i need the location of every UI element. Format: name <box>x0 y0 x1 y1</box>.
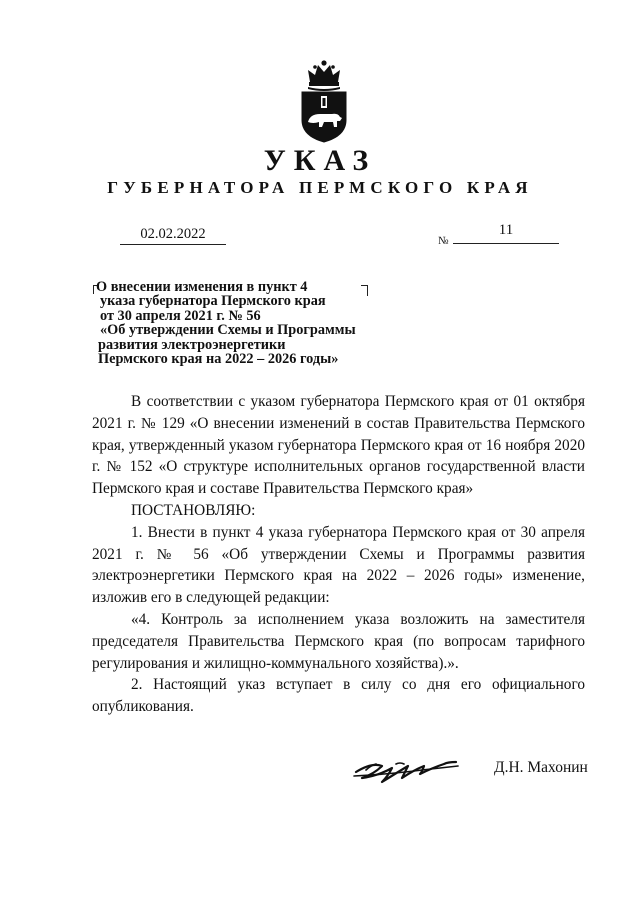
heading-line: указа губернатора Пермского края <box>100 293 326 310</box>
paragraph-new-item-4: «4. Контроль за исполнением указа возложить на заместителя председателя Правительства Пермского края (по вопросам тарифного регулирования и жилищно-коммунального хозяйства).». <box>92 610 585 672</box>
handwritten-signature-icon <box>352 752 462 788</box>
heading-line: от 30 апреля 2021 г. № 56 <box>100 307 261 324</box>
document-title: УКАЗ <box>263 144 377 177</box>
decree-body <box>92 391 585 718</box>
decree-word: ПОСТАНОВЛЯЮ: <box>131 501 256 519</box>
paragraph-item-2: 2. Настоящий указ вступает в силу со дня его официального опубликования. <box>92 676 585 716</box>
paragraph-preamble: В соответствии с указом губернатора Пермского края от 01 октября 2021 г. № 129 «О внесении изменений в состав Правительства Пермского края, утвержденный указом губернатора Пермского края от 16 ноября 2020 г. № 152 «О структуре исполнительных органов государственной власти Пермского края и составе Правительства Пермского края» <box>92 393 585 498</box>
decree-date: 02.02.2022 <box>120 226 226 245</box>
signer-name: Д.Н. Махонин <box>494 759 588 776</box>
heading-line: «Об утверждении Схемы и Программы <box>100 322 356 339</box>
document-subtitle: ГУБЕРНАТОРА ПЕРМСКОГО КРАЯ <box>107 178 533 197</box>
coat-of-arms-icon <box>294 58 354 144</box>
paragraph-item-1: 1. Внести в пункт 4 указа губернатора Пермского края от 30 апреля 2021 г. № 56 «Об утверждении Схемы и Программы развития электроэнергетики Пермского края на 2022 – 2026 годы» изменение, изложив его в следующей редакции: <box>92 523 585 607</box>
heading-line: О внесении изменения в пункт 4 <box>96 279 308 295</box>
decree-heading <box>96 279 400 368</box>
number-label: № <box>438 235 449 247</box>
decree-number: 11 <box>453 222 559 244</box>
heading-line: Пермского края на 2022 – 2026 годы» <box>98 351 339 368</box>
heading-line: развития электроэнергетики <box>98 336 286 353</box>
